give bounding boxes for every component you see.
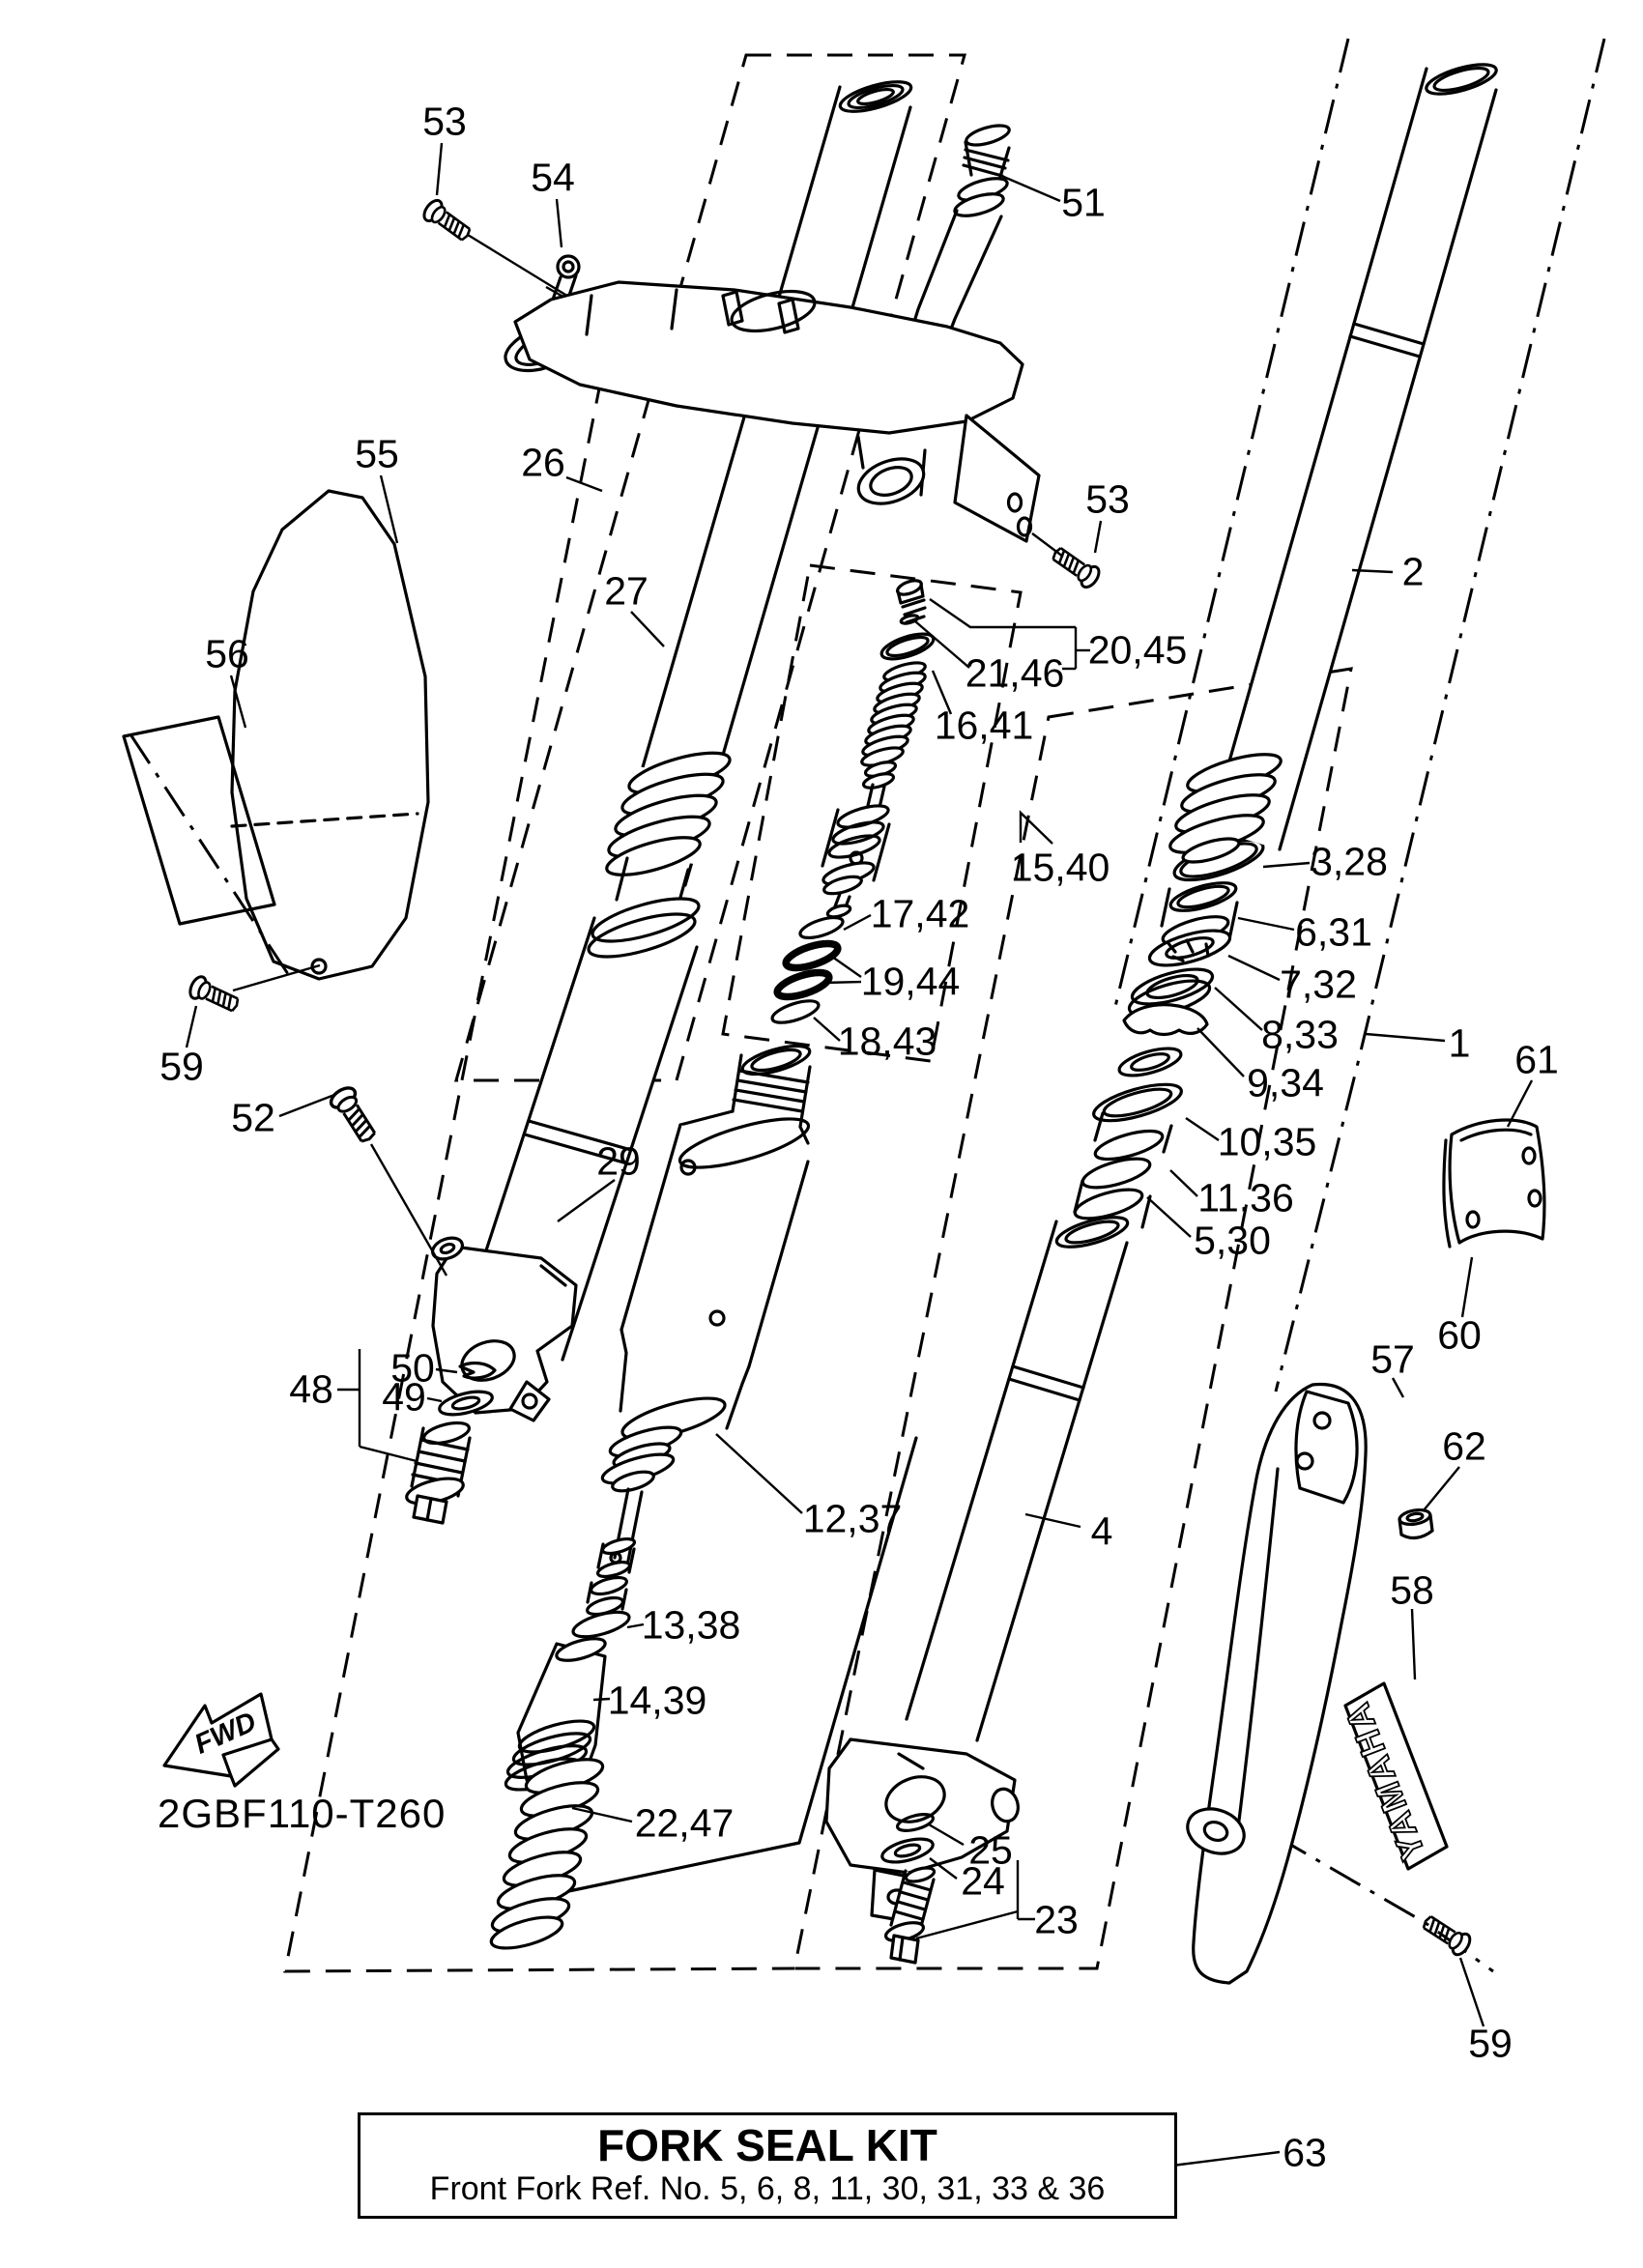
leader-line-3-28 bbox=[1263, 863, 1310, 867]
part-callout-19-44: 19,44 bbox=[860, 959, 961, 1004]
leader-line-51 bbox=[999, 175, 1060, 201]
right-outer-tube-art bbox=[1167, 59, 1499, 867]
part-callout-5-30: 5,30 bbox=[1194, 1218, 1271, 1263]
leader-line-58 bbox=[1412, 1609, 1415, 1679]
leader-line-59-left bbox=[233, 965, 320, 990]
fork-seal-kit-title: FORK SEAL KIT bbox=[597, 2120, 937, 2171]
leader-line-6-31 bbox=[1238, 918, 1294, 930]
leader-line-59-right bbox=[1460, 1958, 1484, 2026]
part-callout-15-40: 15,40 bbox=[1010, 845, 1110, 890]
leader-line-5-30 bbox=[1147, 1197, 1191, 1237]
leader-line-11-36 bbox=[1170, 1170, 1197, 1196]
part-callout-54: 54 bbox=[531, 155, 575, 200]
part-callout-17-42: 17,42 bbox=[870, 891, 970, 936]
part-callout-16-41: 16,41 bbox=[934, 703, 1034, 748]
leader-line-60 bbox=[1462, 1257, 1472, 1317]
part-callout-57: 57 bbox=[1370, 1336, 1415, 1382]
leader-line-10-35 bbox=[1186, 1118, 1219, 1140]
part-callout-2: 2 bbox=[1401, 549, 1425, 594]
part-callout-24: 24 bbox=[961, 1858, 1005, 1904]
part-callout-58: 58 bbox=[1390, 1567, 1434, 1613]
part-callout-26: 26 bbox=[521, 440, 565, 485]
leader-line-13-38 bbox=[627, 1624, 644, 1627]
part-callout-63: 63 bbox=[1283, 2130, 1327, 2175]
part-callout-25: 25 bbox=[968, 1827, 1013, 1873]
seal-stack-art bbox=[826, 832, 1267, 1963]
part-callout-53-clamp: 53 bbox=[1085, 476, 1130, 522]
part-callout-11-36: 11,36 bbox=[1197, 1175, 1294, 1220]
leader-line-57 bbox=[1393, 1378, 1403, 1397]
yamaha-decal-text: YAMAHA bbox=[1336, 1695, 1433, 1866]
leader-line-14-39 bbox=[593, 1699, 610, 1700]
part-callout-12-37: 12,37 bbox=[802, 1496, 903, 1541]
leader-line-53-clamp bbox=[1095, 521, 1101, 553]
part-callout-62: 62 bbox=[1442, 1423, 1486, 1469]
guard-art bbox=[1181, 1120, 1544, 1983]
part-callout-10-35: 10,35 bbox=[1217, 1119, 1317, 1164]
leader-line-55 bbox=[381, 475, 397, 543]
leader-line-52 bbox=[279, 1095, 334, 1116]
part-callout-20-45: 20,45 bbox=[1087, 627, 1188, 673]
leader-line-23 bbox=[916, 1911, 1018, 1938]
part-callout-22-47: 22,47 bbox=[634, 1800, 735, 1846]
part-callout-6-31: 6,31 bbox=[1295, 909, 1372, 955]
leader-line-9-34 bbox=[1197, 1028, 1244, 1077]
leader-line-49 bbox=[427, 1398, 442, 1401]
part-callout-4: 4 bbox=[1090, 1508, 1113, 1554]
part-callout-50: 50 bbox=[390, 1345, 435, 1391]
leader-line-16-41 bbox=[933, 671, 951, 714]
leader-line-52 bbox=[371, 1144, 447, 1276]
part-callout-61: 61 bbox=[1514, 1037, 1559, 1082]
part-callout-59-right: 59 bbox=[1468, 2021, 1513, 2066]
protector-art bbox=[124, 491, 428, 979]
part-callout-51: 51 bbox=[1061, 180, 1106, 225]
part-callout-53-top: 53 bbox=[422, 99, 467, 144]
leader-line-27 bbox=[631, 612, 664, 646]
part-callout-48: 48 bbox=[289, 1366, 333, 1412]
leader-line-7-32 bbox=[1228, 956, 1280, 980]
leader-line-19-44 bbox=[832, 957, 861, 977]
fwd-arrow-label: FWD bbox=[189, 1706, 262, 1761]
part-callout-14-39: 14,39 bbox=[607, 1678, 707, 1723]
part-callout-60: 60 bbox=[1437, 1312, 1482, 1358]
fwd-arrow bbox=[164, 1694, 278, 1786]
part-callout-29: 29 bbox=[596, 1138, 641, 1184]
fork-seal-kit-box bbox=[358, 2112, 1177, 2219]
part-callout-56: 56 bbox=[205, 631, 249, 676]
part-callout-3-28: 3,28 bbox=[1311, 839, 1388, 884]
leader-line-54 bbox=[557, 199, 562, 247]
part-callout-7-32: 7,32 bbox=[1280, 962, 1357, 1007]
leader-line-53-top bbox=[437, 143, 442, 195]
part-callout-27: 27 bbox=[604, 568, 649, 614]
leader-line-63 bbox=[1172, 2152, 1280, 2166]
part-callout-52: 52 bbox=[231, 1095, 275, 1140]
part-callout-59-left: 59 bbox=[159, 1044, 204, 1089]
leader-line-19-44 bbox=[823, 982, 861, 983]
part-callout-13-38: 13,38 bbox=[641, 1602, 741, 1648]
part-callout-21-46: 21,46 bbox=[965, 650, 1065, 696]
leader-line-59-left bbox=[187, 1006, 196, 1048]
leader-line-62 bbox=[1424, 1467, 1459, 1510]
part-callout-55: 55 bbox=[355, 431, 399, 476]
leader-line-12-37 bbox=[716, 1434, 802, 1513]
leader-line-8-33 bbox=[1215, 988, 1262, 1030]
drawing-code: 2GBF110-T260 bbox=[158, 1791, 447, 1836]
part-callout-8-33: 8,33 bbox=[1261, 1012, 1339, 1057]
leader-line-20-45 bbox=[930, 599, 1076, 627]
part-callout-49: 49 bbox=[382, 1374, 426, 1420]
part-callout-1: 1 bbox=[1448, 1020, 1471, 1066]
leader-line-18-43 bbox=[814, 1018, 840, 1041]
leader-line-1 bbox=[1366, 1034, 1445, 1041]
part-callout-9-34: 9,34 bbox=[1247, 1060, 1324, 1105]
part-callout-18-43: 18,43 bbox=[837, 1019, 937, 1064]
part-callout-23: 23 bbox=[1034, 1897, 1079, 1942]
leader-line-26 bbox=[566, 477, 602, 491]
fork-seal-kit-subtitle: Front Fork Ref. No. 5, 6, 8, 11, 30, 31, 33 & 36 bbox=[429, 2169, 1106, 2207]
